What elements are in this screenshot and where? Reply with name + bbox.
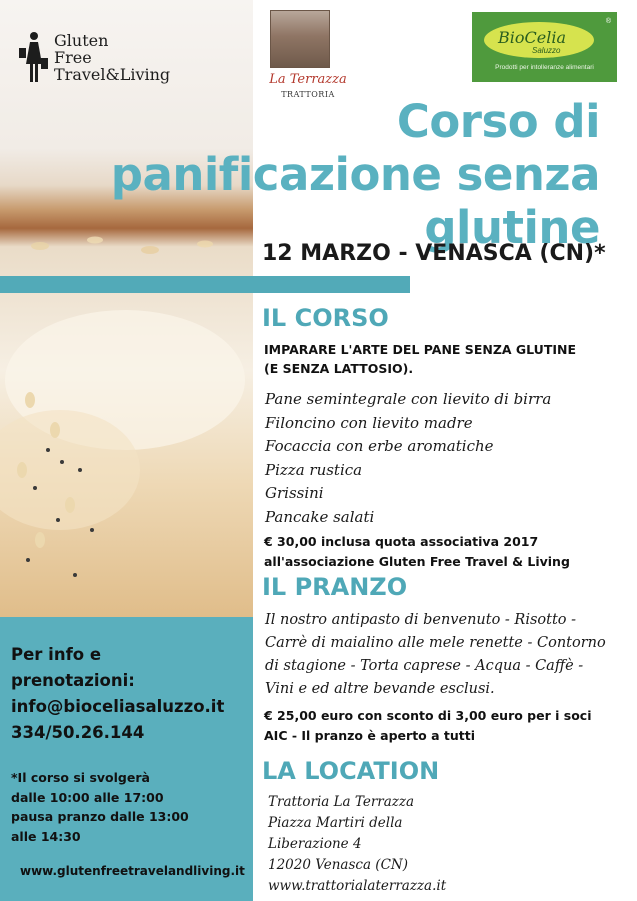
contact-email[interactable]: info@bioceliasaluzzo.it	[11, 697, 225, 716]
list-item: Filoncino con lievito madre	[265, 413, 473, 432]
schedule-note: *Il corso si svolgerà dalle 10:00 alle 17:00 pausa pranzo dalle 13:00 alle 14:30	[11, 770, 189, 844]
website-link[interactable]: www.glutenfreetravelandliving.it	[20, 864, 245, 878]
course-items-list	[265, 388, 551, 529]
terrazza-sub: TRATTORIA	[281, 90, 335, 99]
bread-photo	[0, 0, 253, 617]
teal-divider-strip	[0, 276, 410, 293]
list-item: Grissini	[265, 484, 324, 502]
la-terrazza-logo	[262, 10, 352, 100]
gluten-free-logo-text: Gluten Free Travel&Living	[54, 31, 171, 84]
bread-texture	[0, 0, 253, 617]
corso-price: € 30,00 inclusa quota associativa 2017 all'associazione Gluten Free Travel & Living	[264, 534, 570, 569]
list-item: Focaccia con erbe aromatiche	[265, 437, 494, 455]
location-heading: LA LOCATION	[262, 757, 440, 785]
biocelia-tagline: Prodotti per intolleranze alimentari	[495, 64, 594, 71]
pranzo-heading: IL PRANZO	[262, 573, 408, 601]
list-item: Pancake salati	[265, 507, 375, 526]
location-website[interactable]: www.trattorialaterrazza.it	[268, 878, 447, 894]
woman-with-suitcase-icon	[18, 30, 50, 86]
location-address: Trattoria La Terrazza Piazza Martiri della Liberazione 4 12020 Venasca (CN) www.trattorialaterrazza.it	[268, 792, 446, 897]
corso-heading: IL CORSO	[262, 304, 389, 332]
biocelia-brand: BioCelia	[498, 28, 566, 47]
page-title: Corso di panificazione senza glutine	[110, 95, 600, 254]
list-item: Pizza rustica	[265, 460, 363, 479]
biocelia-city: Saluzzo	[532, 46, 561, 55]
gluten-free-travel-logo	[18, 30, 208, 90]
list-item: Pane semintegrale con lievito di birra	[265, 390, 552, 408]
pranzo-price: € 25,00 euro con sconto di 3,00 euro per i soci AIC - Il pranzo è aperto a tutti	[264, 708, 592, 743]
restaurant-photo	[270, 10, 330, 68]
terrazza-name: La Terrazza	[269, 72, 347, 87]
contact-phone[interactable]: 334/50.26.144	[11, 723, 145, 742]
corso-subtitle: IMPARARE L'ARTE DEL PANE SENZA GLUTINE (E SENZA LATTOSIO).	[264, 342, 577, 376]
event-date: 12 MARZO - VENASCA (CN)*	[262, 241, 606, 266]
registered-mark: ®	[605, 18, 611, 25]
pranzo-menu: Il nostro antipasto di benvenuto - Risotto - Carrè di maialino alle mele renette - Contorno di stagione - Torta caprese - Acqua - Caffè - Vini e ed altre bevande esclusi.	[265, 612, 606, 697]
biocelia-logo	[472, 12, 617, 82]
info-contact: Per info e prenotazioni: info@bioceliasaluzzo.it 334/50.26.144	[11, 642, 224, 746]
